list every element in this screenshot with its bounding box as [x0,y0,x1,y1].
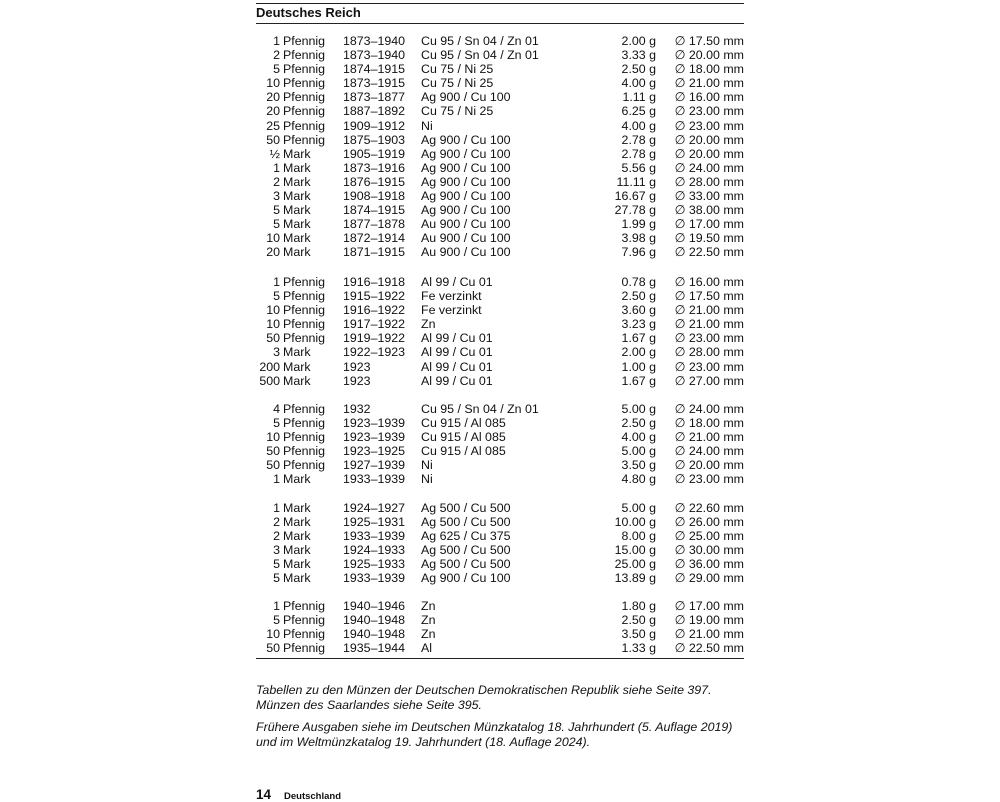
coin-unit: Mark [283,189,311,204]
minting-years: 1873–1915 [343,76,406,91]
coin-unit: Pfennig [283,275,326,289]
weight: 6.25 g [621,104,656,119]
coin-value: 50 [266,132,280,147]
coin-value: 1 [273,160,280,175]
diameter: ∅ 33.00 mm [674,189,744,204]
alloy: Fe verzinkt [421,289,482,304]
coin-value: 4 [273,402,280,416]
table-row [256,529,744,543]
coin-unit: Pfennig [283,402,326,416]
alloy: Ni [421,118,433,133]
weight: 5.00 g [621,402,656,416]
alloy: Au 900 / Cu 100 [421,245,511,260]
diameter: ∅ 23.00 mm [674,472,744,487]
minting-years: 1873–1940 [343,34,406,48]
table-row [256,374,744,388]
table-row [256,217,744,231]
minting-years: 1871–1915 [343,245,406,260]
table-group-5 [256,599,744,655]
minting-years: 1905–1919 [343,146,406,161]
diameter: ∅ 19.00 mm [674,613,744,628]
coin-value: 10 [266,430,280,445]
coin-unit: Pfennig [283,62,326,77]
coin-unit: Pfennig [283,430,326,445]
coin-unit: Mark [283,515,311,530]
diameter: ∅ 17.50 mm [674,289,744,304]
coin-value: 5 [273,613,280,628]
table-group-4 [256,501,744,586]
table-group-3 [256,402,744,487]
weight: 3.98 g [621,231,656,246]
alloy: Ag 900 / Cu 100 [421,189,511,204]
coin-unit: Mark [283,203,311,218]
diameter: ∅ 24.00 mm [674,160,744,175]
table-row [256,133,744,147]
weight: 2.50 g [621,613,656,628]
minting-years: 1940–1948 [343,613,406,628]
coin-value: 20 [266,245,280,260]
diameter: ∅ 24.00 mm [674,402,744,416]
table-row [256,317,744,331]
minting-years: 1917–1922 [343,317,406,332]
minting-years: 1922–1923 [343,345,406,360]
coin-value: 1 [273,599,280,613]
table-row [256,189,744,203]
weight: 3.23 g [621,317,656,332]
alloy: Zn [421,613,436,628]
weight: 1.67 g [621,373,656,388]
diameter: ∅ 20.00 mm [674,132,744,147]
weight: 4.80 g [621,472,656,487]
weight: 4.00 g [621,76,656,91]
table-row [256,48,744,62]
weight: 1.00 g [621,359,656,374]
alloy: Ag 900 / Cu 100 [421,146,511,161]
diameter: ∅ 17.00 mm [674,217,744,232]
minting-years: 1925–1933 [343,557,406,572]
diameter: ∅ 19.50 mm [674,231,744,246]
weight: 5.56 g [621,160,656,175]
weight: 2.00 g [621,34,656,48]
coin-value: 500 [259,373,280,388]
weight: 1.11 g [622,90,656,105]
minting-years: 1933–1939 [343,571,406,586]
table-row [256,76,744,90]
table-row [256,90,744,104]
note-ddr-saarland: Tabellen zu den Münzen der Deutschen Demokratischen Republik siehe Seite 397. Münzen des Saarlandes siehe Seite 395. [256,683,712,712]
coin-value: 2 [273,174,280,189]
table-row [256,402,744,416]
minting-years: 1873–1916 [343,160,406,175]
diameter: ∅ 23.00 mm [674,118,744,133]
minting-years: 1925–1931 [343,515,406,530]
table-row [256,161,744,175]
alloy: Al 99 / Cu 01 [421,345,493,360]
alloy: Al 99 / Cu 01 [421,359,493,374]
diameter: ∅ 29.00 mm [674,571,744,586]
minting-years: 1940–1948 [343,627,406,642]
table-row [256,275,744,289]
alloy: Ag 500 / Cu 500 [421,515,511,530]
minting-years: 1923–1939 [343,430,406,445]
minting-years: 1923 [343,373,371,388]
diameter: ∅ 23.00 mm [674,359,744,374]
coin-unit: Pfennig [283,303,326,318]
coin-value: 25 [266,118,280,133]
coin-unit: Pfennig [283,416,326,431]
minting-years: 1923 [343,359,371,374]
alloy: Cu 75 / Ni 25 [421,62,494,77]
weight: 0.78 g [621,275,656,289]
table-row [256,557,744,571]
alloy: Au 900 / Cu 100 [421,231,511,246]
table-row [256,599,744,613]
alloy: Fe verzinkt [421,303,482,318]
weight: 2.78 g [621,146,656,161]
diameter: ∅ 16.00 mm [674,90,744,105]
coin-unit: Mark [283,160,311,175]
coin-unit: Mark [283,231,311,246]
table-group-1 [256,34,744,260]
coin-unit: Pfennig [283,444,326,459]
coin-unit: Mark [283,373,311,388]
coin-value: 10 [266,76,280,91]
diameter: ∅ 18.00 mm [674,62,744,77]
minting-years: 1923–1939 [343,416,406,431]
table-row [256,543,744,557]
diameter: ∅ 22.50 mm [674,641,744,656]
coin-unit: Pfennig [283,289,326,304]
table-row [256,62,744,76]
table-row [256,416,744,430]
coin-value: 5 [273,203,280,218]
minting-years: 1887–1892 [343,104,406,119]
minting-years: 1876–1915 [343,174,406,189]
minting-years: 1873–1877 [343,90,406,105]
alloy: Ni [421,472,433,487]
weight: 13.89 g [614,571,656,586]
minting-years: 1916–1922 [343,303,406,318]
section-title: Deutsches Reich [256,5,361,20]
coin-value: 10 [266,317,280,332]
alloy: Al 99 / Cu 01 [421,373,493,388]
weight: 1.99 g [621,217,656,232]
diameter: ∅ 21.00 mm [674,317,744,332]
alloy: Ag 900 / Cu 100 [421,90,511,105]
alloy: Au 900 / Cu 100 [421,217,511,232]
alloy: Al [421,641,433,656]
alloy: Ag 900 / Cu 100 [421,203,511,218]
minting-years: 1927–1939 [343,458,406,473]
diameter: ∅ 17.00 mm [674,599,744,613]
coin-value: 1 [273,472,280,487]
page-number: 14 [256,787,272,802]
coin-value: 3 [273,543,280,558]
diameter: ∅ 22.50 mm [674,245,744,260]
table-row [256,289,744,303]
weight: 3.60 g [621,303,656,318]
coin-unit: Mark [283,501,311,515]
minting-years: 1915–1922 [343,289,406,304]
weight: 15.00 g [614,543,656,558]
alloy: Ag 500 / Cu 500 [421,501,511,515]
table-row [256,119,744,133]
coin-unit: Mark [283,571,311,586]
minting-years: 1924–1927 [343,501,406,515]
weight: 1.80 g [621,599,656,613]
coin-unit: Pfennig [283,76,326,91]
diameter: ∅ 23.00 mm [674,331,744,346]
table-row [256,515,744,529]
table-row [256,303,744,317]
coin-unit: Pfennig [283,34,326,48]
table-row [256,627,744,641]
table-row [256,613,744,627]
coin-value: 3 [273,345,280,360]
table-row [256,571,744,585]
coin-value: 2 [273,515,280,530]
diameter: ∅ 27.00 mm [674,373,744,388]
coin-unit: Mark [283,345,311,360]
table-row [256,641,744,655]
alloy: Cu 915 / Al 085 [421,444,506,459]
running-section-name: Deutschland [284,791,342,802]
coin-unit: Mark [283,557,311,572]
diameter: ∅ 20.00 mm [674,48,744,63]
coin-value: 20 [266,90,280,105]
coin-value: 1 [273,275,280,289]
diameter: ∅ 26.00 mm [674,515,744,530]
diameter: ∅ 20.00 mm [674,146,744,161]
minting-years: 1873–1940 [343,48,406,63]
table-row [256,345,744,359]
diameter: ∅ 17.50 mm [674,34,744,48]
weight: 4.00 g [621,118,656,133]
alloy: Zn [421,599,436,613]
coin-value: 1 [273,501,280,515]
coin-value: 20 [266,104,280,119]
coin-value: 1 [273,34,280,48]
coin-value: 5 [273,289,280,304]
alloy: Cu 95 / Sn 04 / Zn 01 [421,402,539,416]
diameter: ∅ 25.00 mm [674,529,744,544]
weight: 2.50 g [621,416,656,431]
weight: 2.00 g [621,345,656,360]
alloy: Ni [421,458,433,473]
weight: 4.00 g [621,430,656,445]
minting-years: 1932 [343,402,371,416]
alloy: Ag 500 / Cu 500 [421,557,511,572]
weight: 1.33 g [621,641,656,656]
coin-value: 5 [273,416,280,431]
coin-value: 3 [273,189,280,204]
coin-unit: Mark [283,543,311,558]
weight: 10.00 g [614,515,656,530]
table-group-2 [256,275,744,388]
minting-years: 1875–1903 [343,132,406,147]
weight: 2.50 g [621,62,656,77]
coin-unit: Mark [283,245,311,260]
coin-unit: Pfennig [283,627,326,642]
table-row [256,331,744,345]
coin-value: 50 [266,331,280,346]
coin-unit: Mark [283,359,311,374]
weight: 2.78 g [621,132,656,147]
coin-value: ½ [269,146,280,161]
minting-years: 1933–1939 [343,472,406,487]
table-row [256,472,744,486]
coin-value: 2 [273,48,280,63]
coin-value: 5 [273,62,280,77]
weight: 11.11 g [616,174,656,189]
diameter: ∅ 21.00 mm [674,76,744,91]
table-row [256,430,744,444]
minting-years: 1877–1878 [343,217,406,232]
coin-unit: Pfennig [283,118,326,133]
alloy: Ag 900 / Cu 100 [421,132,511,147]
coin-value: 5 [273,571,280,586]
alloy: Ag 900 / Cu 100 [421,571,511,586]
minting-years: 1919–1922 [343,331,406,346]
minting-years: 1916–1918 [343,275,406,289]
coin-value: 10 [266,627,280,642]
minting-years: 1874–1915 [343,62,406,77]
coin-unit: Pfennig [283,613,326,628]
coin-value: 50 [266,444,280,459]
weight: 5.00 g [621,444,656,459]
table-row [256,444,744,458]
coin-unit: Mark [283,217,311,232]
coin-unit: Pfennig [283,90,326,105]
alloy: Cu 915 / Al 085 [421,416,506,431]
table-row [256,245,744,259]
diameter: ∅ 28.00 mm [674,345,744,360]
weight: 5.00 g [621,501,656,515]
alloy: Zn [421,627,436,642]
coin-value: 50 [266,458,280,473]
minting-years: 1908–1918 [343,189,406,204]
minting-years: 1909–1912 [343,118,406,133]
top-rule [256,3,744,4]
weight: 2.50 g [621,289,656,304]
diameter: ∅ 22.60 mm [674,501,744,515]
minting-years: 1933–1939 [343,529,406,544]
diameter: ∅ 23.00 mm [674,104,744,119]
coin-unit: Pfennig [283,132,326,147]
diameter: ∅ 28.00 mm [674,174,744,189]
table-row [256,360,744,374]
weight: 27.78 g [614,203,656,218]
coin-unit: Pfennig [283,48,326,63]
title-rule [256,23,744,24]
weight: 7.96 g [621,245,656,260]
coin-value: 5 [273,557,280,572]
coin-unit: Pfennig [283,104,326,119]
coin-unit: Pfennig [283,317,326,332]
weight: 8.00 g [621,529,656,544]
minting-years: 1924–1933 [343,543,406,558]
coin-unit: Pfennig [283,599,326,613]
coin-value: 10 [266,231,280,246]
table-row [256,34,744,48]
weight: 3.33 g [621,48,656,63]
diameter: ∅ 18.00 mm [674,416,744,431]
coin-unit: Mark [283,529,311,544]
table-row [256,458,744,472]
alloy: Ag 900 / Cu 100 [421,160,511,175]
table-row [256,501,744,515]
diameter: ∅ 38.00 mm [674,203,744,218]
diameter: ∅ 24.00 mm [674,444,744,459]
alloy: Ag 500 / Cu 500 [421,543,511,558]
alloy: Zn [421,317,436,332]
coin-unit: Pfennig [283,458,326,473]
table-row [256,104,744,118]
diameter: ∅ 16.00 mm [674,275,744,289]
alloy: Cu 95 / Sn 04 / Zn 01 [421,48,539,63]
coin-unit: Mark [283,174,311,189]
coin-unit: Mark [283,472,311,487]
coin-value: 200 [259,359,280,374]
alloy: Ag 900 / Cu 100 [421,174,511,189]
table-row [256,175,744,189]
minting-years: 1923–1925 [343,444,406,459]
minting-years: 1940–1946 [343,599,406,613]
alloy: Ag 625 / Cu 375 [421,529,511,544]
alloy: Al 99 / Cu 01 [421,275,493,289]
minting-years: 1874–1915 [343,203,406,218]
note-earlier-issues: Frühere Ausgaben siehe im Deutschen Münzkatalog 18. Jahrhundert (5. Auflage 2019) und im Weltmünzkatalog 19. Jahrhundert (18. Auflage 2024). [256,720,733,749]
table-row [256,203,744,217]
diameter: ∅ 20.00 mm [674,458,744,473]
coin-value: 5 [273,217,280,232]
coin-unit: Pfennig [283,331,326,346]
weight: 16.67 g [614,189,656,204]
coin-unit: Pfennig [283,641,326,656]
alloy: Al 99 / Cu 01 [421,331,493,346]
coin-value: 50 [266,641,280,656]
table-row [256,231,744,245]
weight: 1.67 g [621,331,656,346]
weight: 3.50 g [621,627,656,642]
diameter: ∅ 21.00 mm [674,627,744,642]
minting-years: 1872–1914 [343,231,406,246]
document-page [256,0,744,800]
bottom-rule [256,658,744,659]
diameter: ∅ 36.00 mm [674,557,744,572]
weight: 25.00 g [614,557,656,572]
alloy: Cu 915 / Al 085 [421,430,506,445]
table-row [256,147,744,161]
weight: 3.50 g [621,458,656,473]
diameter: ∅ 21.00 mm [674,303,744,318]
diameter: ∅ 21.00 mm [674,430,744,445]
alloy: Cu 75 / Ni 25 [421,104,494,119]
alloy: Cu 75 / Ni 25 [421,76,494,91]
coin-value: 10 [266,303,280,318]
minting-years: 1935–1944 [343,641,406,656]
coin-unit: Mark [283,146,311,161]
coin-value: 2 [273,529,280,544]
diameter: ∅ 30.00 mm [674,543,744,558]
alloy: Cu 95 / Sn 04 / Zn 01 [421,34,539,48]
